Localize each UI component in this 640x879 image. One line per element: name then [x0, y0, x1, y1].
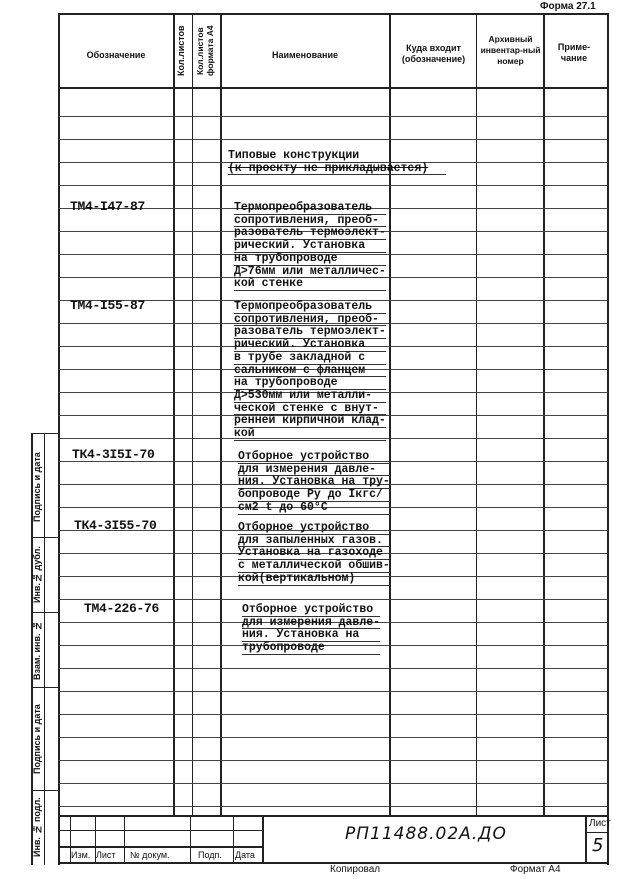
row-4-line-2: для запыленных газов.: [238, 535, 390, 548]
tb-label-izm: Изм.: [71, 850, 91, 860]
header-divider: [58, 87, 608, 89]
row-line: [58, 116, 608, 117]
row-3-name: [238, 451, 390, 515]
row-3-line-4: бопроводе Ру до Iкгс/: [238, 489, 390, 502]
row-5-name: [242, 604, 380, 655]
row-1-code: ТМ4-I47-87: [70, 199, 146, 214]
row-5-code: ТМ4-226-76: [84, 601, 160, 616]
side-sep-0: [31, 433, 58, 434]
row-2-line-2: сопротивления, преоб-: [234, 314, 386, 327]
tb-col-4: [190, 815, 191, 862]
tb-label-doc: № докум.: [130, 850, 170, 860]
row-2-line-7: на трубопроводе: [234, 377, 386, 390]
header-sheet-count: Кол.листов: [176, 25, 186, 77]
row-5-line-2: для измерения давле-: [242, 615, 381, 629]
row-2-line-5: в трубе закладной с: [234, 352, 386, 365]
row-3-line-2: для измерения давле-: [238, 464, 390, 477]
row-line: [58, 599, 608, 600]
row-line: [58, 783, 608, 784]
sheet-label: Лист: [589, 818, 611, 829]
document-code: РП11488.02А.ДО: [345, 824, 507, 844]
col-divider-6: [543, 13, 545, 815]
row-5-line-1: Отборное устройство: [242, 604, 380, 617]
side-inv-dupl: Инв.№ дубл.: [32, 546, 42, 604]
row-2-line-3: разователь термоэлект-: [234, 325, 386, 339]
row-line: [58, 714, 608, 715]
header-name: Наименование: [271, 50, 339, 60]
row-1-line-4: рический. Установка: [234, 240, 386, 253]
tb-col-6: [262, 815, 264, 862]
row-2-name: [234, 301, 386, 441]
row-4-name: [238, 522, 390, 586]
header-archive-number: Архивный инвентар-ный номер: [480, 34, 541, 66]
tb-label-sign: Подп.: [198, 850, 222, 860]
row-1-line-2: сопротивления, преоб-: [234, 215, 386, 228]
row-line: [58, 668, 608, 669]
sheet-number: 5: [592, 835, 605, 856]
side-replace-inv: Взам. инв. №: [32, 620, 42, 680]
row-2-line-8: Д>530мм или металли-: [234, 390, 386, 403]
row-2-line-4: рический. Установка: [234, 339, 386, 352]
side-sep-3: [31, 687, 58, 688]
header-note: Приме-чание: [557, 42, 591, 63]
col-divider-4: [389, 13, 391, 815]
row-line: [58, 737, 608, 738]
side-sign-date-2: Подпись и дата: [32, 704, 42, 774]
footer-format: Формат А4: [510, 864, 561, 875]
side-strip-mid: [44, 433, 45, 865]
row-line: [58, 760, 608, 761]
tb-col-5: [233, 815, 234, 862]
row-4-line-5: кой(вертикальном): [238, 573, 390, 586]
col-divider-1: [173, 13, 175, 815]
side-sep-4: [31, 790, 58, 791]
row-1-line-3: разователь термоэлект-: [234, 226, 386, 240]
header-included-in: Куда входит (обозначение): [401, 43, 466, 64]
row-4-line-1: Отборное устройство: [238, 522, 390, 535]
titleblock-top: [58, 815, 608, 817]
col-divider-3: [220, 13, 222, 815]
row-2-line-1: Термопреобразователь: [234, 301, 386, 314]
row-1-line-6: Д>76мм или металличес-: [234, 264, 386, 278]
row-2-line-11: кой: [234, 428, 386, 441]
footer-copied: Копировал: [330, 864, 381, 875]
row-2-code: ТМ4-I55-87: [70, 298, 146, 313]
row-5-line-4: трубопроводе: [242, 642, 380, 655]
row-3-line-5: см2 t до 60°С: [238, 502, 390, 515]
row-line: [58, 691, 608, 692]
row-1-line-1: Термопреобразователь: [234, 202, 386, 215]
side-inv-orig: Инв. № подл.: [32, 797, 42, 857]
row-line: [58, 185, 608, 186]
frame-top: [58, 13, 608, 15]
col-divider-5: [476, 13, 477, 815]
row-4-line-4: с металлической обшив-: [238, 559, 390, 573]
tb-sheet-divider: [585, 832, 608, 833]
tb-label-date: Дата: [235, 850, 255, 860]
row-1-line-5: на трубопроводе: [234, 253, 386, 266]
row-2-line-9: ческой стенке с внут-: [234, 403, 386, 416]
header-designation: Обозначение: [86, 50, 146, 60]
row-1-line-7: кой стенке: [234, 278, 386, 291]
row-3-line-3: ния. Установка на тру-: [238, 475, 390, 489]
row-line: [58, 139, 608, 140]
form-label: Форма 27.1: [540, 1, 596, 12]
side-sep-2: [31, 612, 58, 613]
row-4-line-3: Установка на газоходе: [238, 547, 390, 560]
row-4-code: ТК4-3I55-70: [74, 518, 157, 533]
side-sep-1: [31, 537, 58, 538]
row-3-code: ТК4-3I5I-70: [72, 447, 155, 462]
row-line: [58, 806, 608, 807]
row-2-line-10: ренней кирпичной клад-: [234, 414, 386, 428]
row-5-line-3: ния. Установка на: [242, 629, 380, 642]
tb-col-3: [124, 815, 125, 862]
row-1-name: [234, 202, 386, 291]
section-title: Типовые конструкции (к проекту не прикладывается): [228, 150, 446, 175]
header-sheet-count-a4: Кол.листов формата А4: [195, 25, 215, 77]
col-divider-2: [192, 13, 193, 815]
row-2-line-6: сальником с фланцем: [234, 365, 386, 378]
tb-col-sheet: [585, 815, 587, 862]
tb-label-list: Лист: [96, 850, 116, 860]
row-3-line-1: Отборное устройство: [238, 451, 390, 464]
side-sign-date-1: Подпись и дата: [32, 452, 42, 522]
